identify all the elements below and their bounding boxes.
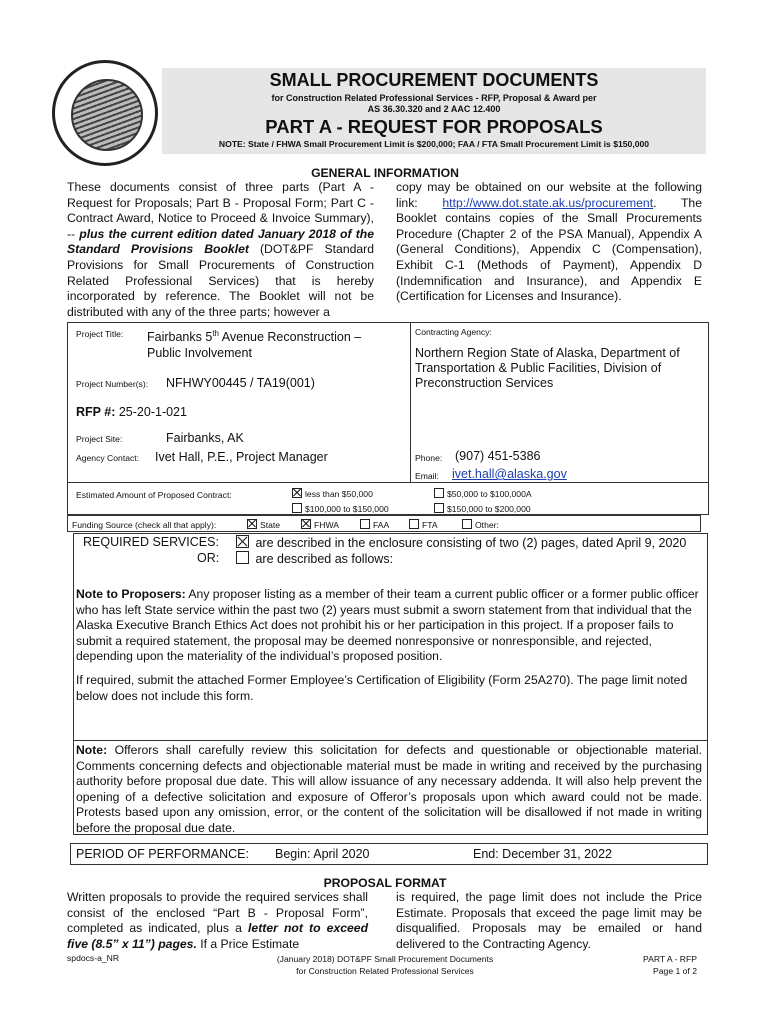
funding-state[interactable] <box>247 519 280 530</box>
footer-doc-id: spdocs-a_NR <box>67 953 120 963</box>
checkbox-icon[interactable] <box>462 519 472 529</box>
project-site-label: Project Site: <box>76 434 123 444</box>
general-left-text-a: These documents consist of three parts (Part A - Request for Proposals; Part B - Proposal Form; Part C - Contract Award, Notice to Proceed & Invoice Summary), -- <box>67 180 374 241</box>
document-subtitle-1: for Construction Related Professional Services - RFP, Proposal & Award per <box>271 93 597 103</box>
proposal-format-right: is required, the page limit does not include the Price Estimate. Proposals that exceed the page limit may be disqualified. Proposals may be emailed or hand delivered to the Contracting Agency. <box>396 890 702 951</box>
agency-contact-label: Agency Contact: <box>76 453 140 463</box>
note-to-offerors <box>76 743 702 836</box>
proposal-format-left <box>67 890 368 952</box>
checkbox-icon[interactable] <box>292 503 302 513</box>
note-to-offerors-label: Note: <box>76 743 108 757</box>
email-label: Email: <box>415 471 439 481</box>
estimate-option-4[interactable] <box>434 503 531 514</box>
checkbox-checked-icon[interactable] <box>247 519 257 529</box>
period-end: End: December 31, 2022 <box>473 847 612 861</box>
footer-center-line-1: (January 2018) DOT&PF Small Procurement Documents <box>276 954 494 964</box>
procurement-limit-note: NOTE: State / FHWA Small Procurement Limit is $200,000; FAA / FTA Small Procurement Limit is $150,000 <box>218 139 650 149</box>
note-to-proposers-text: Any proposer listing as a member of their team a current public officer or a former public officer who has left State service within the past two (2) years must submit a sworn statement from that individual that the Alaska Executive Branch Ethics Act does not prohibit his or her participation in this project. If a proposer fails to submit a required statement, the proposal may be deemed nonresponsive or nonresponsible, and rejected, depending upon the materiality of the individual’s proposed position. <box>76 587 699 663</box>
project-title-line-2: Public Involvement <box>147 346 252 361</box>
footer-right <box>560 953 697 977</box>
project-title-label: Project Title: <box>76 329 124 339</box>
footer-part-label: PART A - RFP <box>643 954 697 964</box>
general-left-text-b: (DOT&PF Standard Provisions for Small Procurements of Construction Related Professional Services) that is hereby incorporated by reference. The Booklet will not be distributed with any of the three parts; however a <box>67 242 374 319</box>
services-option-2-label: are described as follows: <box>255 552 394 566</box>
rfp-number <box>76 405 187 419</box>
general-info-heading: GENERAL INFORMATION <box>311 166 459 180</box>
funding-fhwa-label: FHWA <box>314 520 339 530</box>
project-number-label: Project Number(s): <box>76 379 149 389</box>
proposal-left-text-a: Written proposals to provide the required services shall consist of the enclosed “Part B - Proposal Form”, completed as indicated, plus a <box>67 890 368 936</box>
general-right-text-b: . The Booklet contains copies of the Small Procurements Procedure (Chapter 2 of the PSA Manual), Appendix A (General Conditions), Appendix C (Compensation), Exhibit C-1 (Methods of Payment), Appendix D (Indemnification and Insurance), and Appendix E (Certification for Licenses and Insurance). <box>396 195 702 304</box>
project-number-value: NFHWY00445 / TA19(001) <box>166 376 315 390</box>
funding-fhwa[interactable] <box>301 519 339 530</box>
project-title-sup: th <box>212 329 219 338</box>
estimate-option-1[interactable] <box>292 488 373 499</box>
former-employee-note: If required, submit the attached Former Employee’s Certification of Eligibility (Form 25A270). The page limit noted below does not include this form. <box>76 673 688 703</box>
proposal-left-bold: letter not to exceed five (8.5” x 11”) pages. <box>67 921 369 951</box>
proposal-left-text-b: If a Price Estimate <box>196 936 300 951</box>
state-seal-logo <box>52 60 158 166</box>
checkbox-checked-icon[interactable] <box>301 519 311 529</box>
estimate-option-1-label: less than $50,000 <box>305 489 373 499</box>
funding-other-label: Other: <box>475 520 499 530</box>
estimate-option-2-label: $50,000 to $100,000A <box>447 489 532 499</box>
funding-source-label: Funding Source (check all that apply): <box>72 520 217 530</box>
project-box-hline <box>67 482 709 483</box>
note-to-proposers-label: Note to Proposers: <box>76 587 186 601</box>
checkbox-icon[interactable] <box>434 503 444 513</box>
checkbox-icon[interactable] <box>434 488 444 498</box>
agency-contact-value: Ivet Hall, P.E., Project Manager <box>155 450 328 464</box>
estimate-label: Estimated Amount of Proposed Contract: <box>76 490 232 500</box>
contracting-agency-value: Northern Region State of Alaska, Department of Transportation & Public Facilities, Division of Preconstruction Services <box>415 346 680 390</box>
project-box-divider <box>410 322 411 482</box>
project-site-value: Fairbanks, AK <box>166 431 244 445</box>
seal-emblem-icon <box>71 79 143 151</box>
period-label: PERIOD OF PERFORMANCE: <box>76 847 249 861</box>
general-right-text-a: copy may be obtained on our website at the following link: <box>396 180 702 210</box>
phone-label: Phone: <box>415 453 443 463</box>
services-option-2[interactable] <box>236 551 393 566</box>
footer-center-line-2: for Construction Related Professional Services <box>296 966 474 976</box>
footer-page-number: Page 1 of 2 <box>653 966 697 976</box>
checkbox-icon[interactable] <box>236 551 249 564</box>
checkbox-icon[interactable] <box>409 519 419 529</box>
document-subtitle-2: AS 36.30.320 and 2 AAC 12.400 <box>367 104 501 114</box>
checkbox-checked-icon[interactable] <box>236 535 249 548</box>
checkbox-checked-icon[interactable] <box>292 488 302 498</box>
phone-value: (907) 451-5386 <box>455 449 541 463</box>
proposal-format-heading: PROPOSAL FORMAT <box>323 876 447 890</box>
document-title: SMALL PROCUREMENT DOCUMENTS <box>269 70 599 90</box>
note-to-proposers <box>76 587 702 665</box>
project-title-value <box>147 326 361 361</box>
general-info-left <box>67 180 374 320</box>
services-box-divider <box>73 740 708 741</box>
funding-faa-label: FAA <box>373 520 390 530</box>
rfp-label: RFP #: <box>76 405 116 419</box>
general-left-bold: plus the current edition dated January 2018 of the Standard Provisions Booklet <box>67 226 374 257</box>
funding-fta-label: FTA <box>422 520 438 530</box>
contracting-agency-label: Contracting Agency: <box>415 327 492 337</box>
required-services-label: REQUIRED SERVICES: <box>83 535 219 549</box>
estimate-option-3-label: $100,000 to $150,000 <box>305 504 389 514</box>
estimate-option-3[interactable] <box>292 503 389 514</box>
funding-fta[interactable] <box>409 519 438 530</box>
services-option-1-label: are described in the enclosure consisting of two (2) pages, dated April 9, 2020 <box>255 536 687 550</box>
period-begin: Begin: April 2020 <box>275 847 370 861</box>
services-option-1[interactable] <box>236 535 686 550</box>
project-title-part: Fairbanks 5 <box>147 330 213 345</box>
note-to-offerors-text: Offerors shall carefully review this solicitation for defects and questionable or objectionable material. Comments concerning defects and objectionable material must be made in writing and received by the purchasing authority before proposal due date. This will allow issuance of any necessary addenda. It will also help prevent the opening of a defective solicitation and exposure of Offeror’s proposals upon which award could not be made. Protests based upon any omission, error, or the content of the solicitation will be disallowed if not made in writing before the proposal due date. <box>76 743 702 835</box>
funding-state-label: State <box>260 520 281 530</box>
estimate-option-2[interactable] <box>434 488 532 499</box>
checkbox-icon[interactable] <box>360 519 370 529</box>
project-title-part-b: Avenue Reconstruction – <box>218 330 362 345</box>
services-or-label: OR: <box>197 551 220 565</box>
email-link[interactable]: ivet.hall@alaska.gov <box>452 467 567 481</box>
funding-other[interactable] <box>462 519 499 530</box>
part-title: PART A - REQUEST FOR PROPOSALS <box>265 116 603 137</box>
rfp-value: 25-20-1-021 <box>118 405 187 419</box>
estimate-option-4-label: $150,000 to $200,000 <box>447 504 531 514</box>
procurement-link[interactable]: http://www.dot.state.ak.us/procurement <box>442 195 654 210</box>
funding-faa[interactable] <box>360 519 389 530</box>
general-info-right <box>396 180 702 305</box>
footer-center <box>180 953 590 977</box>
